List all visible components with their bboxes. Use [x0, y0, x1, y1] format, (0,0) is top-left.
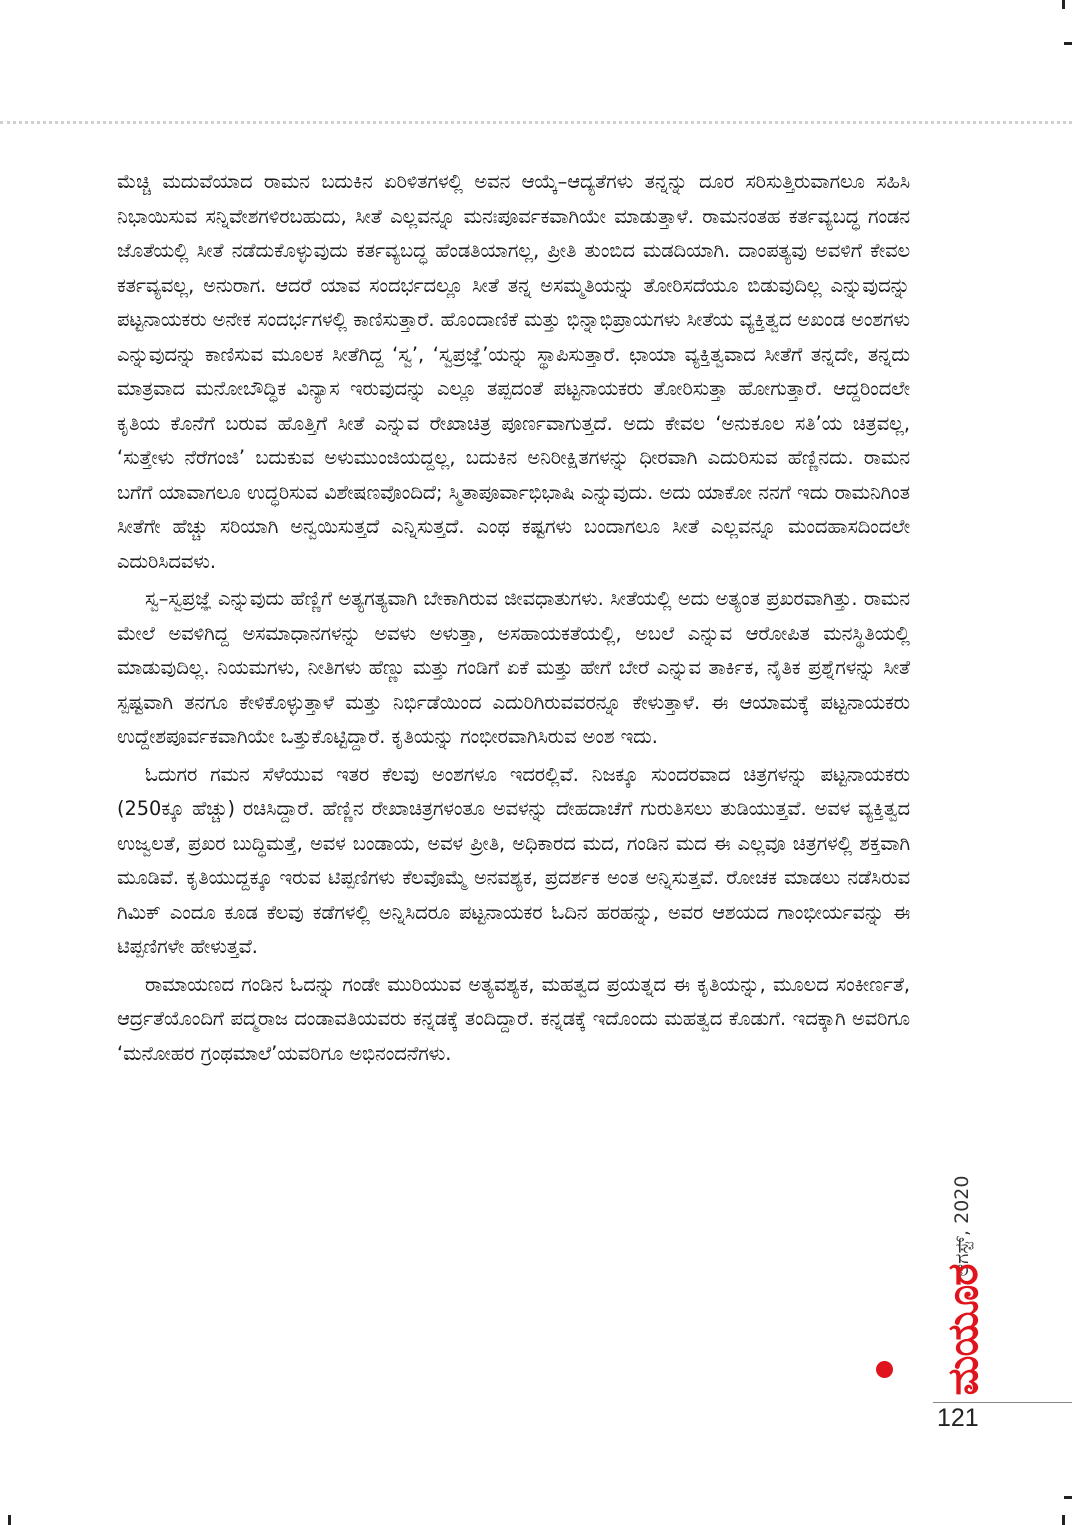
issue-date: ಆಗಸ್ಟ್, 2020 [951, 1175, 973, 1277]
magazine-logo: ಮಯೂರ [938, 1264, 987, 1396]
crop-mark [1064, 1496, 1072, 1499]
paragraph: ಓದುಗರ ಗಮನ ಸೆಳೆಯುವ ಇತರ ಕೆಲವು ಅಂಶಗಳೂ ಇದರಲ್ಲಿವೆ. ನಿಜಕ್ಕೂ ಸುಂದರವಾದ ಚಿತ್ರಗಳನ್ನು ಪಟ್ಟನಾಯಕರು (250ಕ್ಕೂ ಹೆಚ್ಚು) ರಚಿಸಿದ್ದಾರೆ. ಹೆಣ್ಣಿನ ರೇಖಾಚಿತ್ರಗಳಂತೂ ಅವಳನ್ನು ದೇಹದಾಚೆಗೆ ಗುರುತಿಸಲು ತುಡಿಯುತ್ತವೆ. ಅವಳ ವ್ಯಕ್ತಿತ್ವದ ಉಜ್ವಲತೆ, ಪ್ರಖರ ಬುದ್ಧಿಮತ್ತೆ, ಅವಳ ಬಂಡಾಯ, ಅವಳ ಪ್ರೀತಿ, ಅಧಿಕಾರದ ಮದ, ಗಂಡಿನ ಮದ ಈ ಎಲ್ಲವೂ ಚಿತ್ರಗಳಲ್ಲಿ ಶಕ್ತವಾಗಿ ಮೂಡಿವೆ. ಕೃತಿಯುದ್ದಕ್ಕೂ ಇರುವ ಟಿಪ್ಪಣಿಗಳು ಕೆಲವೊಮ್ಮೆ ಅನವಶ್ಯಕ, ಪ್ರದರ್ಶಕ ಅಂತ ಅನ್ನಿಸುತ್ತವೆ. ರೋಚಕ ಮಾಡಲು ನಡೆಸಿರುವ ಗಿಮಿಕ್ ಎಂದೂ ಕೂಡ ಕೆಲವು ಕಡೆಗಳಲ್ಲಿ ಅನ್ನಿಸಿದರೂ ಪಟ್ಟನಾಯಕರ ಓದಿನ ಹರಹನ್ನು, ಅವರ ಆಶಯದ ಗಾಂಭೀರ್ಯವನ್ನು ಈ ಟಿಪ್ಪಣಿಗಳೇ ಹೇಳುತ್ತವೆ. [117, 762, 910, 958]
paragraph: ಸ್ವ–ಸ್ವಪ್ರಜ್ಞೆ ಎನ್ನುವುದು ಹೆಣ್ಣಿಗೆ ಅತ್ಯಗತ್ಯವಾಗಿ ಬೇಕಾಗಿರುವ ಜೀವಧಾತುಗಳು. ಸೀತೆಯಲ್ಲಿ ಅದು ಅತ್ಯಂತ ಪ್ರಖರವಾಗಿತ್ತು. ರಾಮನ ಮೇಲೆ ಅವಳಿಗಿದ್ದ ಅಸಮಾಧಾನಗಳನ್ನು ಅವಳು ಅಳುತ್ತಾ, ಅಸಹಾಯಕತೆಯಲ್ಲಿ, ಅಬಲೆ ಎನ್ನುವ ಆರೋಪಿತ ಮನಸ್ಥಿತಿಯಲ್ಲಿ ಮಾಡುವುದಿಲ್ಲ. ನಿಯಮಗಳು, ನೀತಿಗಳು ಹೆಣ್ಣು ಮತ್ತು ಗಂಡಿಗೆ ಏಕೆ ಮತ್ತು ಹೇಗೆ ಬೇರೆ ಎನ್ನುವ ತಾರ್ಕಿಕ, ನೈತಿಕ ಪ್ರಶ್ನೆಗಳನ್ನು ಸೀತೆ ಸ್ಪಷ್ಟವಾಗಿ ತನಗೂ ಕೇಳಿಕೊಳ್ಳುತ್ತಾಳೆ ಮತ್ತು ನಿರ್ಭಿಡೆಯಿಂದ ಎದುರಿಗಿರುವವರನ್ನೂ ಕೇಳುತ್ತಾಳೆ. ಈ ಆಯಾಮಕ್ಕೆ ಪಟ್ಟನಾಯಕರು ಉದ್ದೇಶಪೂರ್ವಕವಾಗಿಯೇ ಒತ್ತುಕೊಟ್ಟಿದ್ದಾರೆ. ಕೃತಿಯನ್ನು ಗಂಭೀರವಾಗಿಸಿರುವ ಅಂಶ ಇದು. [117, 587, 910, 748]
crop-mark [1064, 42, 1072, 45]
footer-rule [933, 1402, 1072, 1403]
paragraph: ಮೆಚ್ಚಿ ಮದುವೆಯಾದ ರಾಮನ ಬದುಕಿನ ಏರಿಳಿತಗಳಲ್ಲಿ ಅವನ ಆಯ್ಕೆ–ಆದ್ಯತೆಗಳು ತನ್ನನ್ನು ದೂರ ಸರಿಸುತ್ತಿರುವಾಗಲೂ ಸಹಿಸಿ ನಿಭಾಯಿಸುವ ಸನ್ನಿವೇಶಗಳಿರಬಹುದು, ಸೀತೆ ಎಲ್ಲವನ್ನೂ ಮನಃಪೂರ್ವಕವಾಗಿಯೇ ಮಾಡುತ್ತಾಳೆ. ರಾಮನಂತಹ ಕರ್ತವ್ಯಬದ್ಧ ಗಂಡನ ಜೊತೆಯಲ್ಲಿ ಸೀತೆ ನಡೆದುಕೊಳ್ಳುವುದು ಕರ್ತವ್ಯಬದ್ಧ ಹೆಂಡತಿಯಾಗಲ್ಲ, ಪ್ರೀತಿ ತುಂಬಿದ ಮಡದಿಯಾಗಿ. ದಾಂಪತ್ಯವು ಅವಳಿಗೆ ಕೇವಲ ಕರ್ತವ್ಯವಲ್ಲ, ಅನುರಾಗ. ಆದರೆ ಯಾವ ಸಂದರ್ಭದಲ್ಲೂ ಸೀತೆ ತನ್ನ ಅಸಮ್ಮತಿಯನ್ನು ತೋರಿಸದೆಯೂ ಬಿಡುವುದಿಲ್ಲ ಎನ್ನುವುದನ್ನು ಪಟ್ಟನಾಯಕರು ಅನೇಕ ಸಂದರ್ಭಗಳಲ್ಲಿ ಕಾಣಿಸುತ್ತಾರೆ. ಹೊಂದಾಣಿಕೆ ಮತ್ತು ಭಿನ್ನಾಭಿಪ್ರಾಯಗಳು ಸೀತೆಯ ವ್ಯಕ್ತಿತ್ವದ ಅಖಂಡ ಅಂಶಗಳು ಎನ್ನುವುದನ್ನು ಕಾಣಿಸುವ ಮೂಲಕ ಸೀತೆಗಿದ್ದ ‘ಸ್ವ’, ‘ಸ್ವಪ್ರಜ್ಞೆ’ಯನ್ನು ಸ್ಥಾಪಿಸುತ್ತಾರೆ. ಛಾಯಾ ವ್ಯಕ್ತಿತ್ವವಾದ ಸೀತೆಗೆ ತನ್ನದೇ, ತನ್ನದು ಮಾತ್ರವಾದ ಮನೋಬೌದ್ಧಿಕ ವಿನ್ಯಾಸ ಇರುವುದನ್ನು ಎಲ್ಲೂ ತಪ್ಪದಂತೆ ಪಟ್ಟನಾಯಕರು ತೋರಿಸುತ್ತಾ ಹೋಗುತ್ತಾರೆ. ಆದ್ದರಿಂದಲೇ ಕೃತಿಯ ಕೊನೆಗೆ ಬರುವ ಹೊತ್ತಿಗೆ ಸೀತೆ ಎನ್ನುವ ರೇಖಾಚಿತ್ರ ಪೂರ್ಣವಾಗುತ್ತದೆ. ಅದು ಕೇವಲ ‘ಅನುಕೂಲ ಸತಿ’ಯ ಚಿತ್ರವಲ್ಲ, ‘ಸುತ್ತೇಳು ನೆರೆಗಂಜಿ’ ಬದುಕುವ ಅಳುಮುಂಜಿಯದ್ದಲ್ಲ, ಬದುಕಿನ ಅನಿರೀಕ್ಷಿತಗಳನ್ನು ಧೀರವಾಗಿ ಎದುರಿಸುವ ಹೆಣ್ಣಿನದು. ರಾಮನ ಬಗೆಗೆ ಯಾವಾಗಲೂ ಉದ್ಧರಿಸುವ ವಿಶೇಷಣವೊಂದಿದೆ; ಸ್ಮಿತಾಪೂರ್ವಾಭಿಭಾಷಿ ಎನ್ನುವುದು. ಅದು ಯಾಕೋ ನನಗೆ ಇದು ರಾಮನಿಗಿಂತ ಸೀತೆಗೇ ಹೆಚ್ಚು ಸರಿಯಾಗಿ ಅನ್ವಯಿಸುತ್ತದೆ ಎನ್ನಿಸುತ್ತದೆ. ಎಂಥ ಕಷ್ಟಗಳು ಬಂದಾಗಲೂ ಸೀತೆ ಎಲ್ಲವನ್ನೂ ಮಂದಹಾಸದಿಂದಲೇ ಎದುರಿಸಿದವಳು. [117, 170, 910, 573]
end-mark-dot [876, 1361, 893, 1378]
crop-mark [1062, 0, 1065, 9]
article-body [117, 165, 910, 1074]
crop-mark [1062, 1515, 1065, 1525]
header-dotted-rule [0, 121, 1072, 124]
page-number: 121 [937, 1404, 979, 1432]
paragraph: ರಾಮಾಯಣದ ಗಂಡಿನ ಓದನ್ನು ಗಂಡೇ ಮುರಿಯುವ ಅತ್ಯವಶ್ಯಕ, ಮಹತ್ವದ ಪ್ರಯತ್ನದ ಈ ಕೃತಿಯನ್ನು, ಮೂಲದ ಸಂಕೀರ್ಣತೆ, ಆರ್ದ್ರತೆಯೊಂದಿಗೆ ಪದ್ಮರಾಜ ದಂಡಾವತಿಯವರು ಕನ್ನಡಕ್ಕೆ ತಂದಿದ್ದಾರೆ. ಕನ್ನಡಕ್ಕೆ ಇದೊಂದು ಮಹತ್ವದ ಕೊಡುಗೆ. ಇದಕ್ಕಾಗಿ ಅವರಿಗೂ ‘ಮನೋಹರ ಗ್ರಂಥಮಾಲೆ’ಯವರಿಗೂ ಅಭಿನಂದನೆಗಳು. [117, 972, 910, 1065]
crop-mark [8, 1515, 11, 1525]
